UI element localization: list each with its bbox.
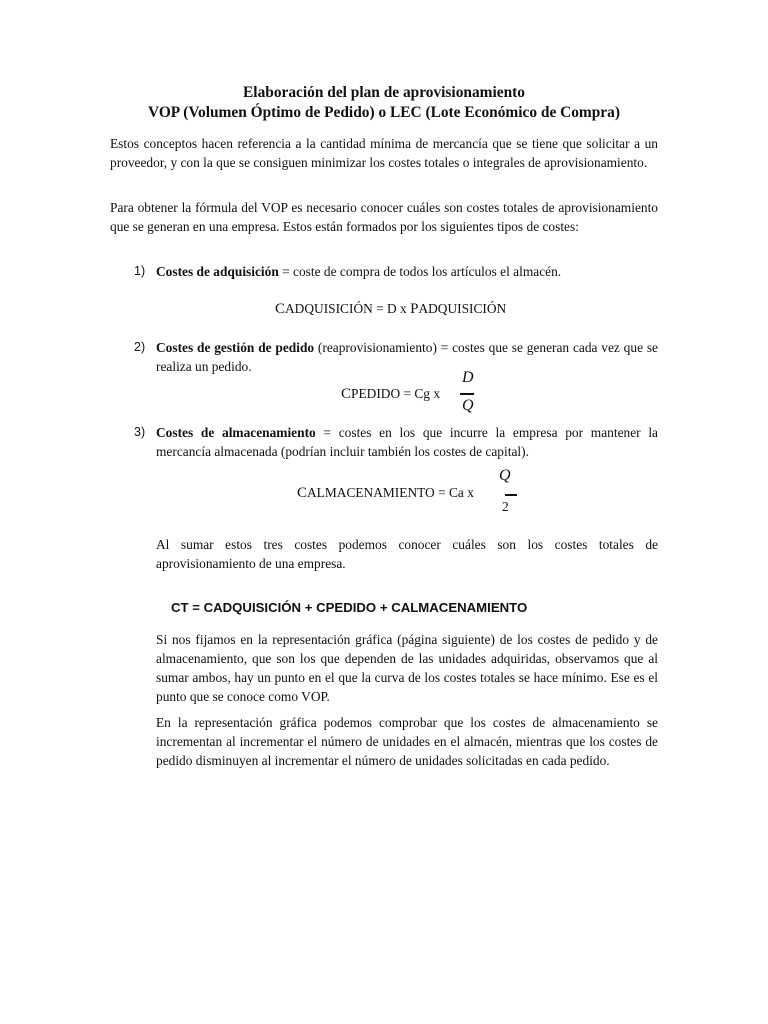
list-number: 1) (134, 264, 146, 278)
formula-operator: = Cg x (400, 386, 441, 401)
list-number: 3) (134, 425, 146, 439)
fraction-bar (460, 393, 474, 395)
list-number: 2) (134, 340, 146, 354)
fraction-denominator: Q (462, 397, 474, 414)
formula-storage (297, 467, 511, 514)
list-item-body (156, 423, 658, 461)
graph-explanation-paragraph: En la representación gráfica podemos comprobar que los costes de almacenamiento se incrementan al incrementar el número de unidades en el almacén, mientras que los costes de pedido disminuyen al incrementar el número de unidades solicitadas en cada pedido. (156, 715, 658, 768)
fraction-numerator: D (462, 369, 474, 386)
term: Costes de adquisición (156, 264, 279, 279)
intro-paragraph: Estos conceptos hacen referencia a la cantidad mínima de mercancía que se tiene que solicitar a un proveedor, y con la que se consiguen minimizar los costes totales o integrales de aprovisionamiento. (110, 136, 658, 170)
list-item-body (156, 262, 658, 281)
cost-symbol: C (341, 386, 352, 402)
cost-subscript: ADQUISICIÓN (285, 301, 373, 316)
cost-types-paragraph: Para obtener la fórmula del VOP es necesario conocer cuáles son costes totales de aprovisionamiento que se generan en una empresa. Estos están formados por los siguientes tipos de costes: (110, 200, 658, 234)
fraction-bar (505, 494, 517, 496)
formula-operator: = D x (372, 301, 411, 316)
price-symbol: P (410, 301, 419, 317)
sum-paragraph: Al sumar estos tres costes podemos conocer cuáles son los costes totales de aprovisionamiento de una empresa. (156, 537, 658, 571)
list-item-body (156, 338, 658, 376)
cost-subscript: ALMACENAMIENTO (307, 485, 435, 500)
graph-paragraph: Si nos fijamos en la representación gráfica (página siguiente) de los costes de pedido y de almacenamiento, que son los que dependen de las unidades adquiridas, observamos que al sumar ambos, hay un punto en el que la curva de los costes totales se hace mínimo. Ese es el punto que se conoce como VOP. (156, 632, 658, 704)
definition: (reaprovisionamiento) = costes que se generan cada vez que se realiza un pedido. (156, 340, 658, 374)
definition: = coste de compra de todos los artículos el almacén. (278, 264, 562, 279)
cost-symbol: C (275, 301, 286, 317)
formula-order (341, 369, 474, 414)
total-cost-formula: CT = CADQUISICIÓN + CPEDIDO + CALMACENAMIENTO (171, 600, 528, 615)
fraction-denominator: 2 (502, 499, 509, 514)
cost-subscript: PEDIDO (351, 386, 401, 401)
term: Costes de almacenamiento (156, 425, 316, 440)
title-line-2: VOP (Volumen Óptimo de Pedido) o LEC (Lote Económico de Compra) (148, 104, 620, 121)
price-subscript: ADQUISICIÓN (418, 301, 507, 316)
cost-symbol: C (297, 485, 308, 501)
title-line-1: Elaboración del plan de aprovisionamiento (243, 84, 525, 101)
term: Costes de gestión de pedido (156, 340, 315, 355)
fraction-numerator: Q (499, 467, 511, 484)
formula-operator: = Ca x (434, 485, 474, 500)
formula-acquisition (275, 299, 506, 319)
definition: = costes en los que incurre la empresa por mantener la mercancía almacenada (podrían incluir también los costes de capital). (156, 425, 658, 459)
